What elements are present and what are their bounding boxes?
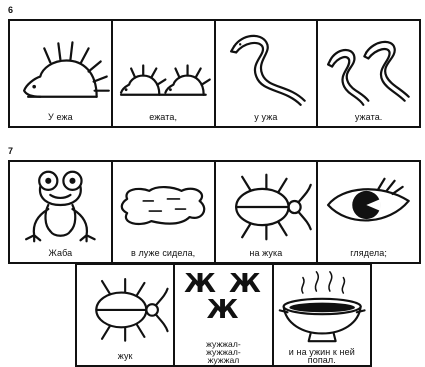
letters-line-1: Ж Ж [184, 269, 263, 299]
panel-snakes [318, 21, 419, 126]
exercise-7-number: 7 [8, 146, 14, 156]
beetle-icon [77, 265, 173, 351]
panel-letters [175, 265, 273, 365]
frog-icon [10, 162, 111, 248]
caption-i-na-uzhin: и на ужин к ней попал. [288, 347, 355, 365]
panel-beetle [216, 162, 319, 262]
caption-u-uzha: у ужа [254, 112, 278, 122]
exercise-6-number: 6 [8, 5, 14, 15]
exercise-7-strip-row1 [8, 160, 421, 264]
snakes-pair-icon [318, 21, 419, 112]
caption-ezhata: ежата, [149, 112, 178, 122]
letters-line-2: Ж [206, 295, 241, 325]
panel-puddle [113, 162, 216, 262]
beetle-icon [216, 162, 317, 248]
caption-zhuk: жук [117, 351, 133, 361]
caption-zhaba: Жаба [48, 248, 73, 258]
letter-zh-icon [184, 265, 263, 323]
exercise-6-strip [8, 19, 421, 128]
steaming-bowl-icon [274, 265, 370, 348]
caption-zhuzhzhal: жужжал- жужжал- жужжал [206, 339, 241, 365]
caption-u-ezha: У ежа [48, 112, 73, 122]
hedgehog-icon [10, 21, 111, 112]
panel-snake [216, 21, 319, 126]
panel-eye [318, 162, 419, 262]
exercise-7-strip-row2 [75, 263, 372, 367]
panel-hedgehogs [113, 21, 216, 126]
panel-frog [10, 162, 113, 262]
panel-hedgehog [10, 21, 113, 126]
caption-na-zhuka: на жука [249, 248, 283, 258]
snake-icon [216, 21, 317, 112]
hedgehogs-pair-icon [113, 21, 214, 112]
puddle-icon [113, 162, 214, 248]
panel-bowl [274, 265, 370, 365]
caption-v-luzhe-sidela: в луже сидела, [130, 248, 196, 258]
caption-uzhata: ужата. [354, 112, 383, 122]
panel-beetle-2 [77, 265, 175, 365]
eye-icon [318, 162, 419, 248]
caption-glyadela: глядела; [350, 248, 387, 258]
